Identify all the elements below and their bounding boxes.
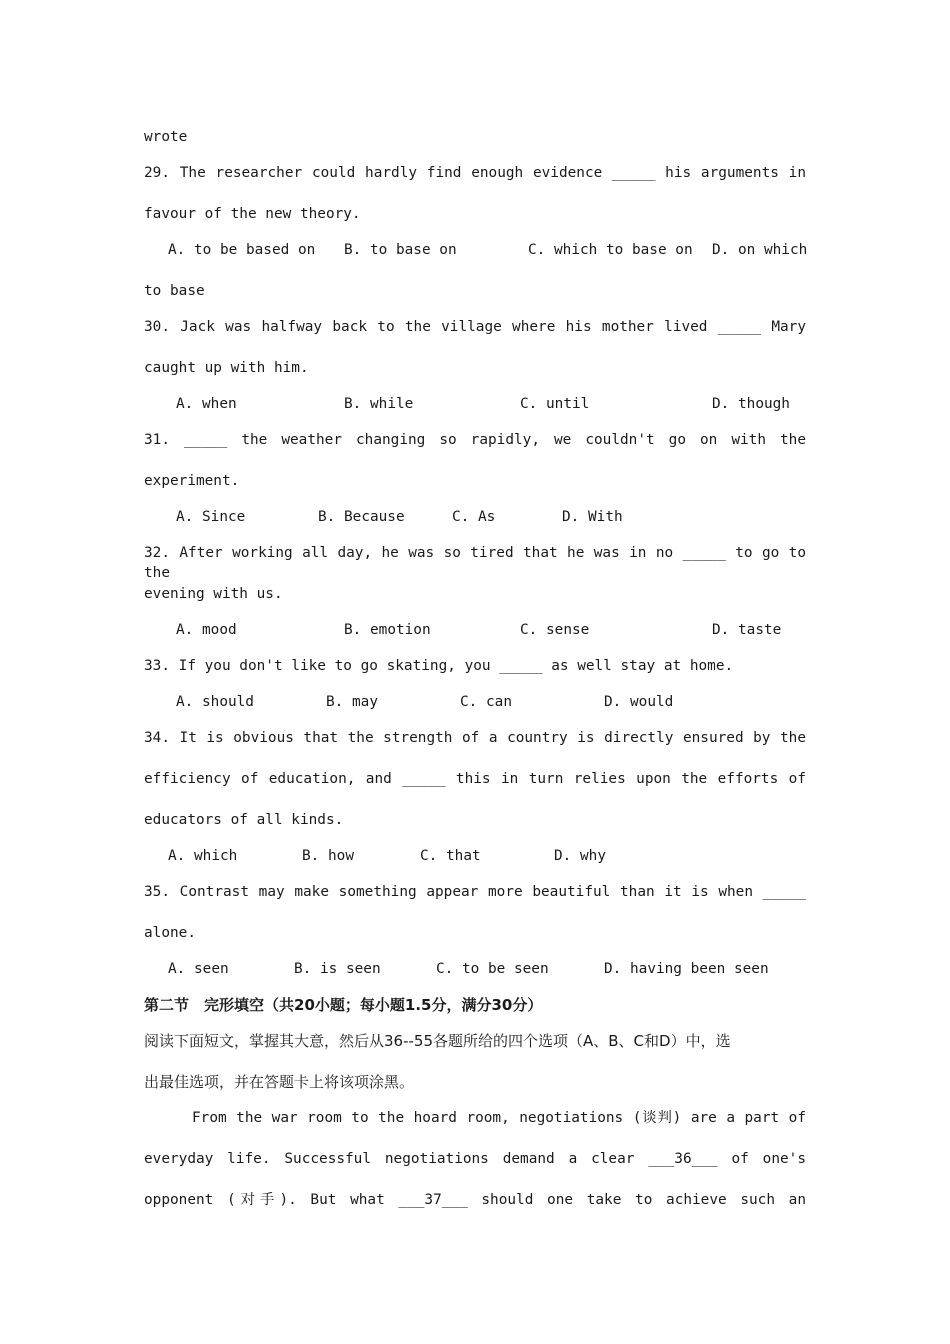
question-31-stem-cont: experiment. [144,473,240,489]
question-34-stem-cont2: educators of all kinds. [144,812,344,828]
q29-option-b: B. to base on [344,242,457,258]
q29-option-c: C. which to base on [528,242,693,258]
question-34-stem: 34. It is obvious that the strength of a country is directly ensured by the [144,730,806,746]
passage-line-2: everyday life. Successful negotiations demand a clear ___36___ of one's [144,1151,806,1167]
passage-line-3: opponent (对手). But what ___37___ should one take to achieve such an [144,1192,806,1208]
q33-option-a: A. should [176,694,254,710]
question-35-stem-cont: alone. [144,925,196,941]
q30-option-d: D. though [712,396,790,412]
q30-option-b: B. while [344,396,414,412]
q31-option-d: D. With [562,509,623,525]
question-35-stem: 35. Contrast may make something appear more beautiful than it is when _____ [144,884,806,900]
question-33-stem: 33. If you don't like to go skating, you _____ as well stay at home. [144,658,734,674]
question-29-stem: 29. The researcher could hardly find enough evidence _____ his arguments in [144,165,806,181]
q32-option-b: B. emotion [344,622,431,638]
q32-option-a: A. mood [176,622,237,638]
q35-option-c: C. to be seen [436,961,549,977]
q31-option-c: C. As [452,509,496,525]
question-34-stem-cont: efficiency of education, and _____ this in turn relies upon the efforts of [144,771,806,787]
question-29-stem-cont: favour of the new theory. [144,206,361,222]
q33-option-d: D. would [604,694,674,710]
q33-option-c: C. can [460,694,512,710]
q32-option-d: D. taste [712,622,782,638]
passage-line-1: From the war room to the hoard room, negotiations (谈判) are a part of [192,1110,806,1126]
q34-option-d: D. why [554,848,606,864]
instructions-line-1: 阅读下面短文，掌握其大意，然后从36--55各题所给的四个选项（A、B、C和D）中，选 [144,1032,731,1050]
instructions-line-2: 出最佳选项，并在答题卡上将该项涂黑。 [144,1073,415,1091]
q34-option-c: C. that [420,848,481,864]
question-31-stem: 31. _____ the weather changing so rapidly, we couldn't go on with the [144,432,806,448]
q35-option-a: A. seen [168,961,229,977]
section-heading: 第二节 完形填空（共20小题；每小题1.5分，满分30分） [144,996,543,1014]
q30-option-c: C. until [520,396,590,412]
q35-option-d: D. having been seen [604,961,769,977]
text-line: wrote [144,129,188,145]
q32-option-c: C. sense [520,622,590,638]
q29-option-d-cont: to base [144,283,205,299]
q33-option-b: B. may [326,694,378,710]
q35-option-b: B. is seen [294,961,381,977]
q30-option-a: A. when [176,396,237,412]
q29-option-a: A. to be based on [168,242,316,258]
q31-option-a: A. Since [176,509,246,525]
q34-option-b: B. how [302,848,354,864]
q29-option-d: D. on which [712,242,808,258]
question-30-stem-cont: caught up with him. [144,360,309,376]
question-30-stem: 30. Jack was halfway back to the village where his mother lived _____ Mary [144,319,806,335]
question-32-stem-cont: evening with us. [144,586,283,602]
question-32-stem: 32. After working all day, he was so tired that he was in no _____ to go to the [144,545,806,581]
q31-option-b: B. Because [318,509,405,525]
q34-option-a: A. which [168,848,238,864]
